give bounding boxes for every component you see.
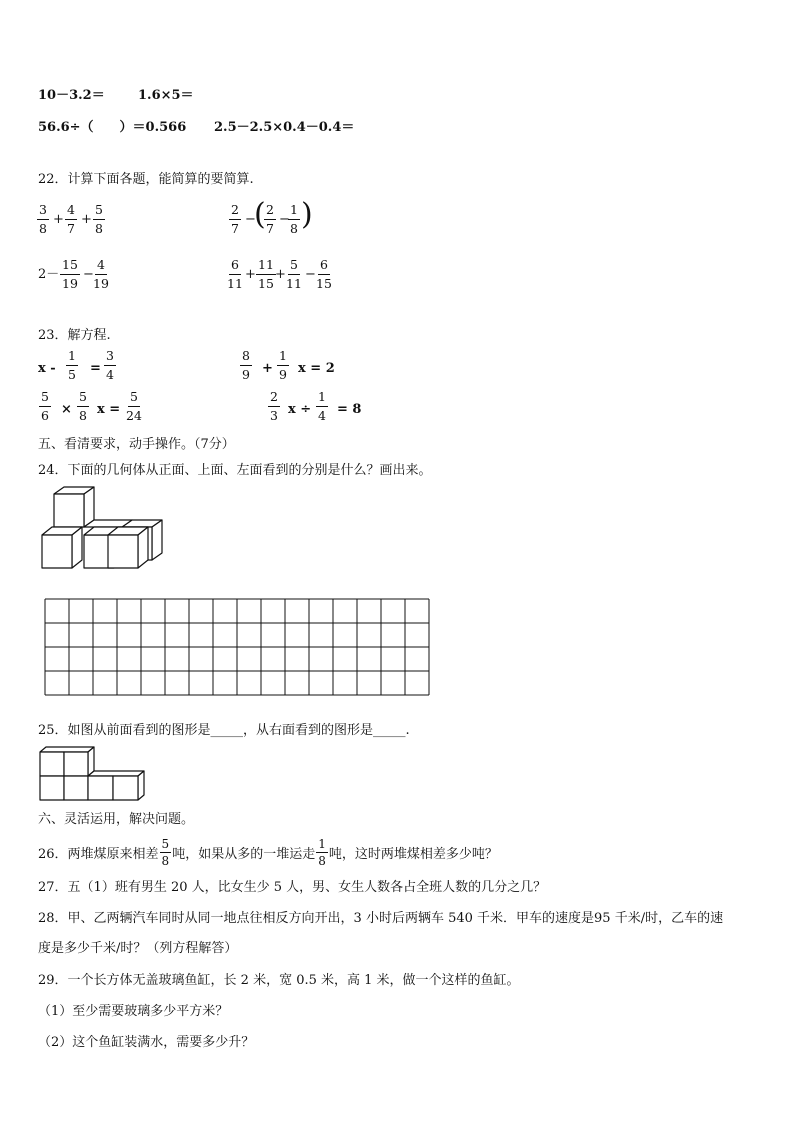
fraction: $\frac{5}{8}$	[95, 202, 103, 236]
fraction: $\frac{11}{15}$	[258, 257, 274, 291]
q27-text: 27．五（1）班有男生 20 人，比女生少 5 人，男、女生人数各占全班人数的几分之几？	[38, 880, 547, 895]
fraction: $\frac{5}{11}$	[286, 257, 302, 291]
q25-text: 25．如图从前面看到的图形是_____，从右面看到的图形是_____.	[38, 723, 410, 738]
arith-1a: 10－3.2＝	[38, 88, 105, 103]
cube-figure-q24	[38, 484, 168, 576]
q29-text: 29．一个长方体无盖玻璃鱼缸，长 2 米，宽 0.5 米，高 1 米，做一个这样的鱼缸。	[38, 973, 520, 988]
fraction: $\frac{2}{7}$	[231, 202, 239, 236]
q22-title: 22．计算下面各题，能简算的要简算.	[38, 172, 254, 187]
fraction: $\frac{15}{19}$	[62, 257, 78, 291]
fraction: $\frac{3}{8}$	[39, 202, 47, 236]
arith-2b: 2.5－2.5×0.4－0.4＝	[214, 120, 355, 135]
arith-2a: 56.6÷（ ）＝0.566	[38, 120, 187, 135]
q24-text: 24．下面的几何体从正面、上面、左面看到的分别是什么？画出来。	[38, 463, 432, 478]
fraction: $\frac{4}{19}$	[93, 257, 109, 291]
q28-text-line2: 度是多少千米/时？（列方程解答）	[38, 941, 238, 956]
fraction: $\frac{2}{7}$	[266, 202, 274, 236]
arith-1b: 1.6×5＝	[138, 88, 194, 103]
q26-text: 26．两堆煤原来相差 5 8 吨，如果从多的一堆运走 1 8 吨，这时两堆煤相差多少吨？	[38, 837, 498, 868]
drawing-grid[interactable]	[44, 598, 432, 698]
section-6-heading: 六、灵活运用，解决问题。	[38, 812, 195, 827]
fraction: $\frac{6}{15}$	[316, 257, 332, 291]
fraction: $\frac{6}{11}$	[227, 257, 243, 291]
q29-sub-1: （1）至少需要玻璃多少平方米？	[38, 1004, 229, 1019]
fraction: $\frac{1}{8}$	[290, 202, 298, 236]
q29-sub-2: （2）这个鱼缸装满水，需要多少升？	[38, 1035, 255, 1050]
cube-figure-q25	[38, 744, 150, 802]
q23-title: 23．解方程.	[38, 328, 111, 343]
q28-text-line1: 28．甲、乙两辆汽车同时从同一地点往相反方向开出，3 小时后两辆车 540 千米．甲车的速度是95 千米/时，乙车的速	[38, 911, 724, 926]
fraction: $\frac{4}{7}$	[67, 202, 75, 236]
section-5-heading: 五、看清要求，动手操作。（7分）	[38, 437, 235, 452]
